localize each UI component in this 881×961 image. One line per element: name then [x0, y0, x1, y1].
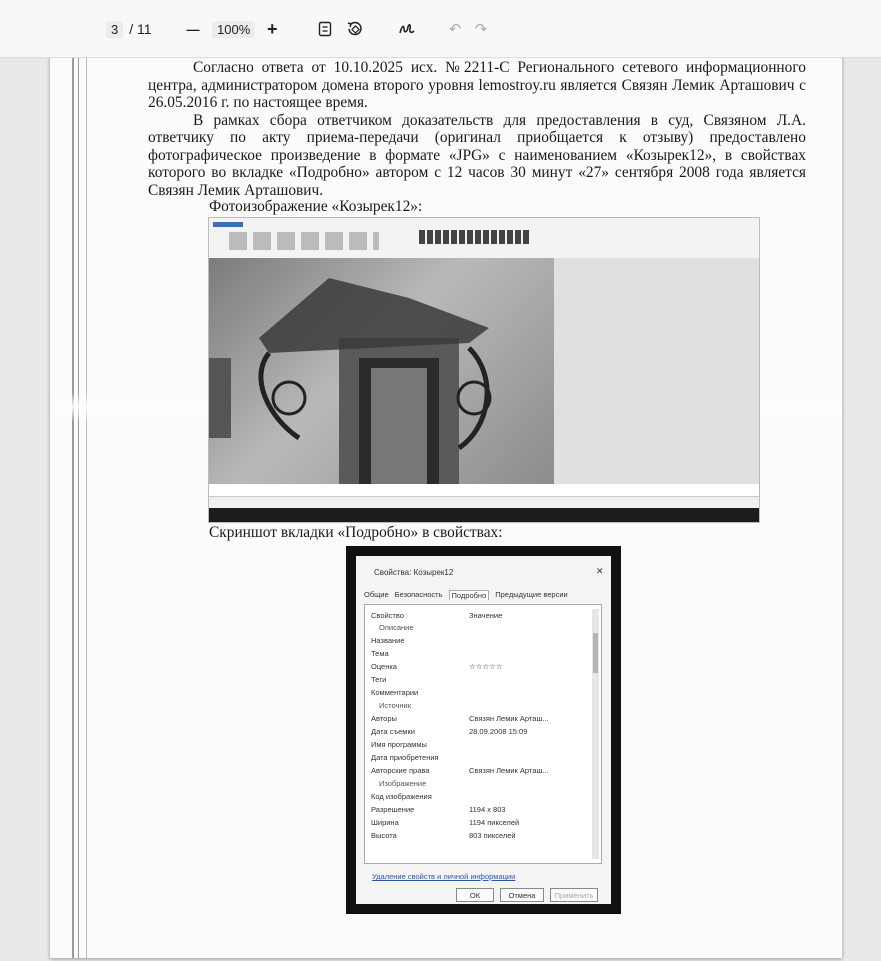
document-body — [148, 59, 806, 199]
property-name: Имя программы — [371, 740, 427, 749]
ink-draw-icon — [398, 21, 416, 37]
zoom-in-button[interactable] — [259, 16, 285, 42]
redo-button[interactable] — [468, 16, 494, 42]
fit-page-icon — [318, 21, 332, 37]
list-header — [371, 611, 581, 621]
property-name: Оценка — [371, 662, 397, 671]
group-header[interactable] — [379, 779, 589, 789]
property-name: Код изображения — [371, 792, 432, 801]
rotate-button[interactable] — [342, 16, 368, 42]
zoom-level[interactable]: 100% — [212, 21, 255, 38]
property-name: Описание — [379, 623, 414, 632]
property-value: 803 пикселей — [469, 831, 516, 840]
property-row[interactable] — [371, 831, 581, 841]
property-name: Теги — [371, 675, 387, 684]
apply-button[interactable]: Применить — [550, 888, 598, 902]
property-value: ☆☆☆☆☆ — [469, 662, 503, 671]
undo-icon: ↶ — [448, 21, 462, 38]
properties-dialog — [356, 556, 611, 904]
paint-ribbon — [209, 218, 759, 259]
ok-button[interactable]: ОК — [456, 888, 494, 902]
canopy-image — [209, 258, 554, 484]
undo-button[interactable] — [442, 16, 468, 42]
tab-general[interactable]: Общие — [364, 590, 389, 599]
group-header[interactable] — [379, 701, 589, 711]
property-row[interactable] — [371, 753, 581, 763]
property-row[interactable] — [371, 636, 581, 646]
list-scrollbar[interactable] — [592, 609, 599, 859]
taskbar — [209, 508, 759, 522]
property-value: Связян Лемик Арташ... — [469, 714, 549, 723]
details-list — [364, 604, 602, 864]
pdf-toolbar — [0, 0, 881, 58]
property-name: Разрешение — [371, 805, 415, 814]
property-name: Высота — [371, 831, 397, 840]
close-icon[interactable]: ✕ — [596, 566, 604, 576]
property-name: Дата съемки — [371, 727, 415, 736]
property-name: Изображение — [379, 779, 427, 788]
property-row[interactable] — [371, 662, 581, 672]
tab-security[interactable]: Безопасность — [394, 590, 443, 599]
page-indicator — [106, 16, 152, 42]
property-row[interactable] — [371, 740, 581, 750]
document-viewer[interactable] — [0, 58, 881, 961]
photo-screenshot — [208, 217, 760, 523]
caption-photo: Фотоизображение «Козырек12»: — [209, 198, 423, 215]
fit-page-button[interactable] — [312, 16, 338, 42]
property-value: 1194 пикселей — [469, 818, 520, 827]
property-name: Авторские права — [371, 766, 430, 775]
draw-button[interactable] — [394, 16, 420, 42]
property-name: Авторы — [371, 714, 397, 723]
property-name: Название — [371, 636, 405, 645]
group-header[interactable] — [379, 623, 589, 633]
rotate-icon — [346, 20, 364, 38]
property-row[interactable] — [371, 818, 581, 828]
property-row[interactable] — [371, 714, 581, 724]
redo-icon: ↷ — [474, 21, 488, 38]
canopy-photo — [209, 258, 554, 484]
dialog-tabs — [364, 590, 568, 600]
property-row[interactable] — [371, 675, 581, 685]
minus-icon: — — [186, 21, 200, 37]
page-total: / 11 — [129, 21, 152, 37]
property-name: Источник — [379, 701, 412, 710]
col-property-header[interactable]: Свойство — [371, 611, 404, 620]
property-row[interactable] — [371, 792, 581, 802]
property-name: Комментарии — [371, 688, 419, 697]
property-row[interactable] — [371, 688, 581, 698]
tab-previous-versions[interactable]: Предыдущие версии — [495, 590, 568, 599]
page-number-input[interactable]: 3 — [106, 21, 123, 38]
property-value: 1194 x 803 — [469, 805, 506, 814]
properties-screenshot — [346, 546, 621, 914]
property-row[interactable] — [371, 766, 581, 776]
property-row[interactable] — [371, 727, 581, 737]
cancel-button[interactable]: Отмена — [500, 888, 544, 902]
property-name: Ширина — [371, 818, 399, 827]
paragraph-2: В рамках сбора ответчиком доказательств для предоставления в суд, Связяном Л.А. ответчику по акту приема-передачи (оригинал приобщается к отзыву) предоставлено фотографическое произведение в формате «JPG» с наименованием «Козырек12», в свойствах которого во вкладке «Подробно» автором с 12 часов 30 минут «27» сентября 2008 года является Связян Лемик Арташович. — [148, 111, 806, 199]
property-value: 28.09.2008 15:09 — [469, 727, 528, 736]
property-value: Связян Лемик Арташ... — [469, 766, 549, 775]
paragraph-1: Согласно ответа от 10.10.2025 исх. №2211-С Регионального сетевого информационного центра, администратором домена второго уровня lemostroy.ru является Связян Лемик Арташович с 26.05.2016 г. по настоящее время. — [148, 59, 806, 111]
property-name: Тема — [371, 649, 389, 658]
col-value-header[interactable]: Значение — [469, 611, 503, 620]
caption-screenshot: Скриншот вкладки «Подробно» в свойствах: — [209, 524, 503, 541]
property-name: Дата приобретения — [371, 753, 439, 762]
document-page — [50, 58, 842, 958]
tab-details[interactable]: Подробно — [449, 590, 490, 600]
plus-icon: + — [266, 18, 278, 39]
dialog-title: Свойства: Козырек12 — [374, 568, 454, 577]
zoom-out-button[interactable] — [180, 16, 206, 42]
remove-properties-link[interactable]: Удаление свойств и личной информации — [372, 872, 516, 881]
property-row[interactable] — [371, 649, 581, 659]
property-row[interactable] — [371, 805, 581, 815]
